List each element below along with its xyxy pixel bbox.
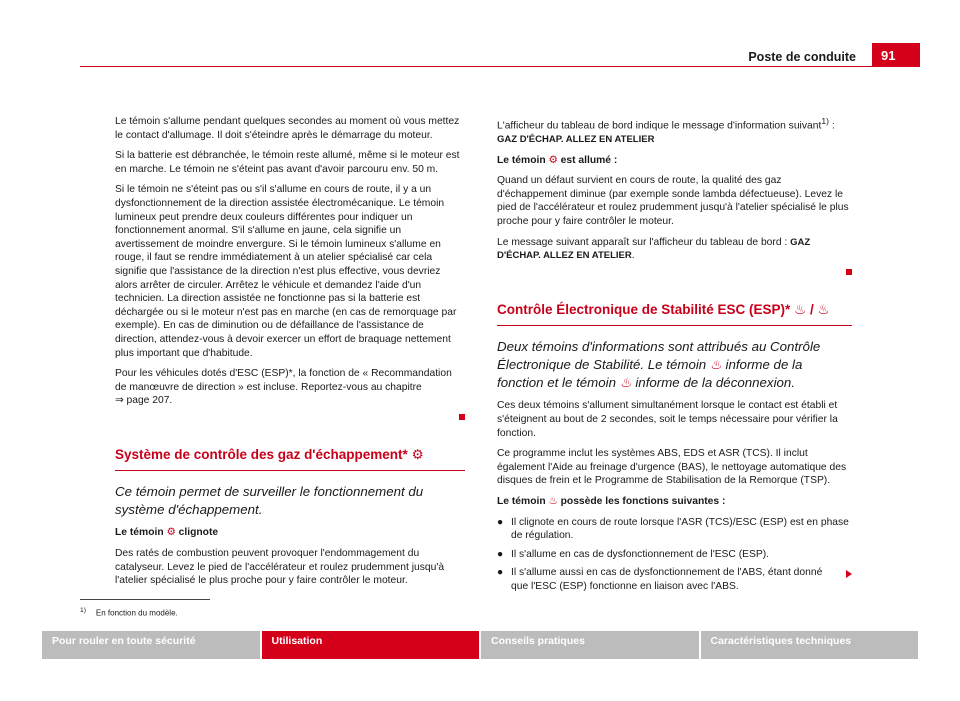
paragraph: Quand un défaut survient en cours de route, la qualité des gaz d'échappement diminue (par exemple sonde lambda défectueuse). Levez le pied de l'accélérateur et roulez prudemment jusqu'à l'atelier spécialisé le plus proche pour y faire contrôler le moteur.: [497, 175, 849, 227]
list-item: ● Il clignote en cours de route lorsque l'ASR (TCS)/ESC (ESP) est en phase de régulation.: [497, 516, 849, 542]
footnote: $^{1)}$ En fonction du modèle.: [80, 607, 178, 618]
section-intro: Deux témoins d'informations sont attribués au Contrôle Électronique de Stabilité. Le témoin ♨ informe de la fonction et le témoin ♨ informe de la déconnexion.: [497, 339, 821, 391]
page-number: 91: [872, 43, 920, 67]
footer-tab-conseils[interactable]: Conseils pratiques: [481, 631, 701, 659]
subheading: Le témoin ⚙ est allumé :: [497, 154, 618, 166]
footer-tab-utilisation[interactable]: Utilisation: [262, 631, 482, 659]
esc-skid-icon: ♨: [794, 302, 807, 318]
list-item: ● Il s'allume en cas de dysfonctionnement de l'ESC (ESP).: [497, 548, 770, 560]
section-intro: Ce témoin permet de surveiller le fonctionnement du système d'échappement.: [115, 484, 424, 518]
section-heading-exhaust: Système de contrôle des gaz d'échappement* ⚙: [115, 446, 465, 471]
subheading: Le témoin ♨ possède les fonctions suivantes :: [497, 495, 726, 507]
paragraph: Ces deux témoins s'allument simultanément lorsque le contact est établi et s'éteignent au bout de 2 secondes, soit le temps nécessaire pour vérifier la fonction.: [497, 400, 838, 439]
engine-warning-icon: ⚙: [166, 527, 176, 539]
section-end-marker: [115, 411, 465, 425]
display-message: GAZ D'ÉCHAP. ALLEZ EN ATELIER: [497, 236, 811, 262]
paragraph: Pour les véhicules dotés d'ESC (ESP)*, la fonction de « Recommandation de manœuvre de direction » est incluse. Reportez-vous au chapitre ⇒ page 207.: [115, 368, 452, 407]
footnote-rule: [80, 599, 210, 600]
footer-tab-safety[interactable]: Pour rouler en toute sécurité: [42, 631, 262, 659]
right-column: [497, 115, 852, 593]
page-header-title: Poste de conduite: [748, 50, 856, 64]
esc-skid-icon: ♨: [548, 495, 558, 507]
section-heading-esc: Contrôle Électronique de Stabilité ESC (ESP)* ♨ / ♨: [497, 301, 852, 326]
footnote-ref: 1): [821, 116, 829, 126]
footer-tab-caracteristiques[interactable]: Caractéristiques techniques: [701, 631, 919, 659]
list-item: ● Il s'allume aussi en cas de dysfonctionnement de l'ABS, étant donné que l'ESC (ESP) fonctionne en liaison avec l'ABS.: [497, 566, 852, 593]
continue-arrow-icon: [846, 570, 852, 578]
paragraph: Le témoin s'allume pendant quelques secondes au moment où vous mettez le contact d'allumage. Il doit s'éteindre après le démarrage du moteur.: [115, 116, 460, 141]
paragraph: Le message suivant apparaît sur l'afficheur du tableau de bord : GAZ D'ÉCHAP. ALLEZ EN ATELIER.: [497, 236, 811, 262]
section-end-marker: [497, 266, 852, 280]
paragraph: Des ratés de combustion peuvent provoquer l'endommagement du catalyseur. Levez le pied de l'accélérateur et roulez prudemment jusqu'à l'atelier spécialisé le plus proche pour y faire contrôler le moteur.: [115, 548, 445, 587]
paragraph: Si la batterie est débranchée, le témoin reste allumé, même si le moteur est en marche. Le témoin ne s'éteint pas avant d'avoir parcouru env. 50 m.: [115, 150, 460, 175]
footer-nav: [42, 631, 918, 659]
subheading: Le témoin ⚙ clignote: [115, 527, 219, 539]
left-column: [115, 115, 465, 595]
paragraph: Si le témoin ne s'éteint pas ou s'il s'allume en cours de route, il y a un dysfonctionnement de la direction assistée électromécanique. Le témoin lumineux peut prendre deux couleurs différentes pour indiquer un fonctionnement anormal. S'il s'allume en jaune, cela signifie un avertissement de moindre envergure. Si le témoin lumineux s'allume en rouge, il faut se rendre immédiatement à un atelier spécialisé car cela signifie que l'assistance de la direction n'est plus effective, vous devriez alors arrêter de circuler. Arrêtez le véhicule et demandez l'aide d'un technicien. La direction assistée ne fonctionne pas si la batterie est déchargée ou si le moteur n'est pas en marche (en cas de remorquage par exemple). En cas de diminution ou de défaillance de l'assistance de direction, attendez-vous à devoir exercer un effort de braquage nettement plus important que d'habitude.: [115, 184, 457, 359]
engine-warning-icon: ⚙: [548, 154, 558, 166]
display-message: GAZ D'ÉCHAP. ALLEZ EN ATELIER: [497, 134, 655, 146]
page-reference-link[interactable]: ⇒ page 207.: [115, 395, 173, 407]
esc-off-icon: ♨: [817, 302, 830, 318]
esc-skid-icon: ♨: [709, 357, 722, 373]
paragraph: L'afficheur du tableau de bord indique le message d'information suivant$^{1)}$ : GAZ D'ÉCHAP. ALLEZ EN ATELIER: [497, 116, 835, 146]
esc-off-icon: ♨: [619, 375, 632, 391]
engine-warning-icon: ⚙: [411, 447, 424, 463]
paragraph: Ce programme inclut les systèmes ABS, EDS et ASR (TCS). Il inclut également l'Aide au freinage d'urgence (BAS), le nettoyage automatique des disques de frein et le Programme de Stabilisation de la Remorque (TSP).: [497, 448, 847, 487]
header-rule: [80, 66, 872, 67]
